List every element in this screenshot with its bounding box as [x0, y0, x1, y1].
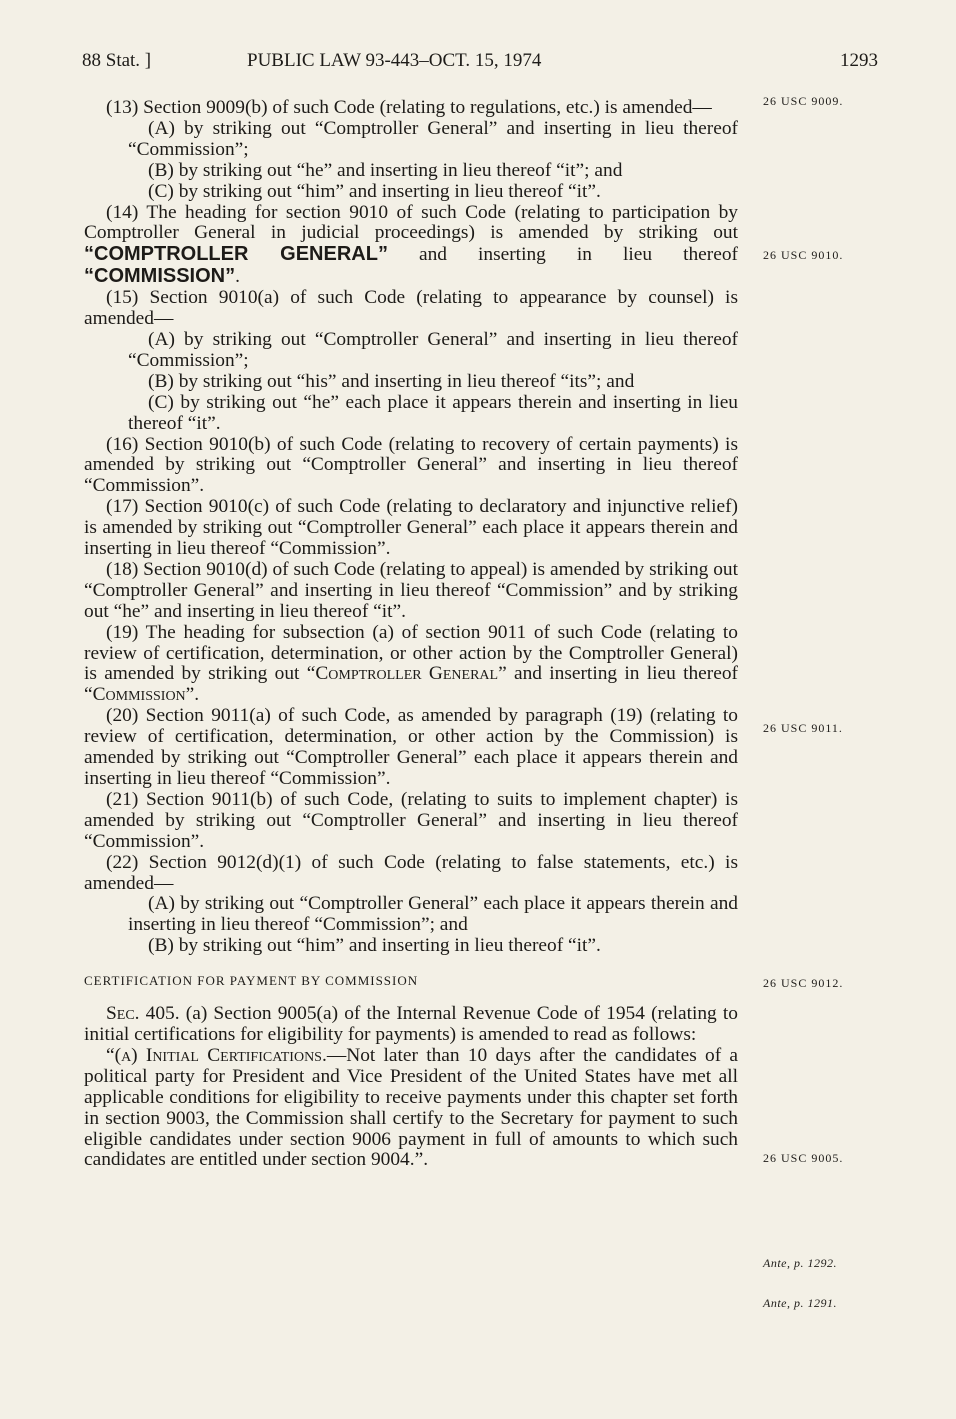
paragraph-15c: (C) by striking out “he” each place it appears therein and inserting in lieu thereof “it”. — [128, 391, 738, 434]
paragraph-20: (20) Section 9011(a) of such Code, as amended by paragraph (19) (relating to review of certification, determination, or other action by the Commission) is amended by striking out “Comptroller General” each place it appears therein and inserting in lieu thereof “Commission”. — [84, 705, 738, 789]
section-405-text: (a) Section 9005(a) of the Internal Revenue Code of 1954 (relating to initial certifications for eligibility for payments) is amended to read as follows: — [84, 1003, 738, 1045]
paragraph-14-bold-old: “COMPTROLLER GENERAL” — [84, 243, 388, 266]
paragraph-15: (15) Section 9010(a) of such Code (relating to appearance by counsel) is amended— — [84, 287, 738, 330]
section-405-label: Sec. 405. — [106, 1003, 180, 1025]
page-number: 1293 — [840, 50, 878, 71]
paragraph-14 — [84, 203, 738, 289]
paragraph-15b: (B) by striking out “his” and inserting in lieu thereof “its”; and — [148, 370, 635, 392]
paragraph-19 — [84, 623, 738, 707]
paragraph-14-end: . — [235, 266, 240, 288]
quoted-subsection-a — [84, 1046, 738, 1171]
margin-note-9009: 26 USC 9009. — [763, 94, 844, 108]
paragraph-14-start: (14) The heading for section 9010 of such Code (relating to participation by Comptroller General in judicial proceedings) is amended by striking out — [84, 201, 738, 244]
paragraph-19-start: (19) The heading for subsection (a) of section 9011 of such Code (relating to review of certification, determination, or other action by the Comptroller General) is amended by striking out — [84, 621, 738, 685]
margin-note-9011: 26 USC 9011. — [763, 721, 843, 735]
paragraph-15a: (A) by striking out “Comptroller General” and inserting in lieu thereof “Commission”; — [128, 328, 738, 371]
paragraph-13b: (B) by striking out “he” and inserting in lieu thereof “it”; and — [148, 159, 623, 181]
paragraph-13c: (C) by striking out “him” and inserting in lieu thereof “it”. — [148, 180, 601, 202]
section-heading: CERTIFICATION FOR PAYMENT BY COMMISSION — [84, 973, 419, 989]
statute-volume: 88 Stat. ] — [82, 50, 152, 71]
law-title: PUBLIC LAW 93-443–OCT. 15, 1974 — [247, 50, 542, 71]
margin-note-9010: 26 USC 9010. — [763, 248, 844, 262]
margin-note-9012: 26 USC 9012. — [763, 976, 844, 990]
margin-note-9005: 26 USC 9005. — [763, 1151, 844, 1165]
paragraph-22b: (B) by striking out “him” and inserting in lieu thereof “it”. — [148, 935, 601, 957]
quoted-subsection-text: —Not later than 10 days after the candidates of a political party for President and Vice President of the United States have met all applicable conditions for eligibility to receive payments under this chapter set forth in section 9003, the Commission shall certify to the Secretary for payment to such eligible candidates under section 9006 payment in full of amounts to which such candidates are entitled under section 9004.”. — [84, 1044, 738, 1171]
margin-note-ante-1292: Ante, p. 1292. — [763, 1256, 837, 1270]
paragraph-22: (22) Section 9012(d)(1) of such Code (relating to false statements, etc.) is amended— — [84, 851, 738, 894]
paragraph-21: (21) Section 9011(b) of such Code, (relating to suits to implement chapter) is amended by striking out “Comptroller General” and inserting in lieu thereof “Commission”. — [84, 788, 738, 852]
paragraph-13a: (A) by striking out “Comptroller General” and inserting in lieu thereof “Commission”; — [128, 117, 738, 160]
paragraph-16: (16) Section 9010(b) of such Code (relating to recovery of certain payments) is amended by striking out “Comptroller General” and inserting in lieu thereof “Commission”. — [84, 433, 738, 497]
paragraph-14-bold-new: “COMMISSION” — [84, 265, 236, 288]
paragraph-19-mid: and inserting in lieu thereof — [506, 663, 738, 685]
page-header — [82, 50, 882, 80]
paragraph-19-smallcaps-new: “Commission” — [84, 684, 195, 706]
paragraph-22a: (A) by striking out “Comptroller General” each place it appears therein and inserting in lieu thereof “Commission”; and — [128, 893, 738, 936]
document-body — [84, 98, 738, 1171]
quoted-subsection-label: “(a) Initial Certifications. — [106, 1044, 327, 1066]
paragraph-17: (17) Section 9010(c) of such Code (relating to declaratory and injunctive relief) is amended by striking out “Comptroller General” each place it appears therein and inserting in lieu thereof “Commission”. — [84, 496, 738, 560]
margin-note-ante-1291: Ante, p. 1291. — [763, 1296, 837, 1310]
paragraph-18: (18) Section 9010(d) of such Code (relating to appeal) is amended by striking out “Comptroller General” and inserting in lieu thereof “Commission” and by striking out “he” and inserting in lieu thereof “it”. — [84, 558, 738, 622]
paragraph-19-end: . — [194, 684, 200, 706]
paragraph-13: (13) Section 9009(b) of such Code (relating to regulations, etc.) is amended— — [106, 97, 712, 118]
paragraph-19-smallcaps-old: “Comptroller General” — [306, 663, 507, 685]
section-405 — [84, 1004, 738, 1046]
paragraph-14-mid: and inserting in lieu thereof — [387, 244, 738, 266]
